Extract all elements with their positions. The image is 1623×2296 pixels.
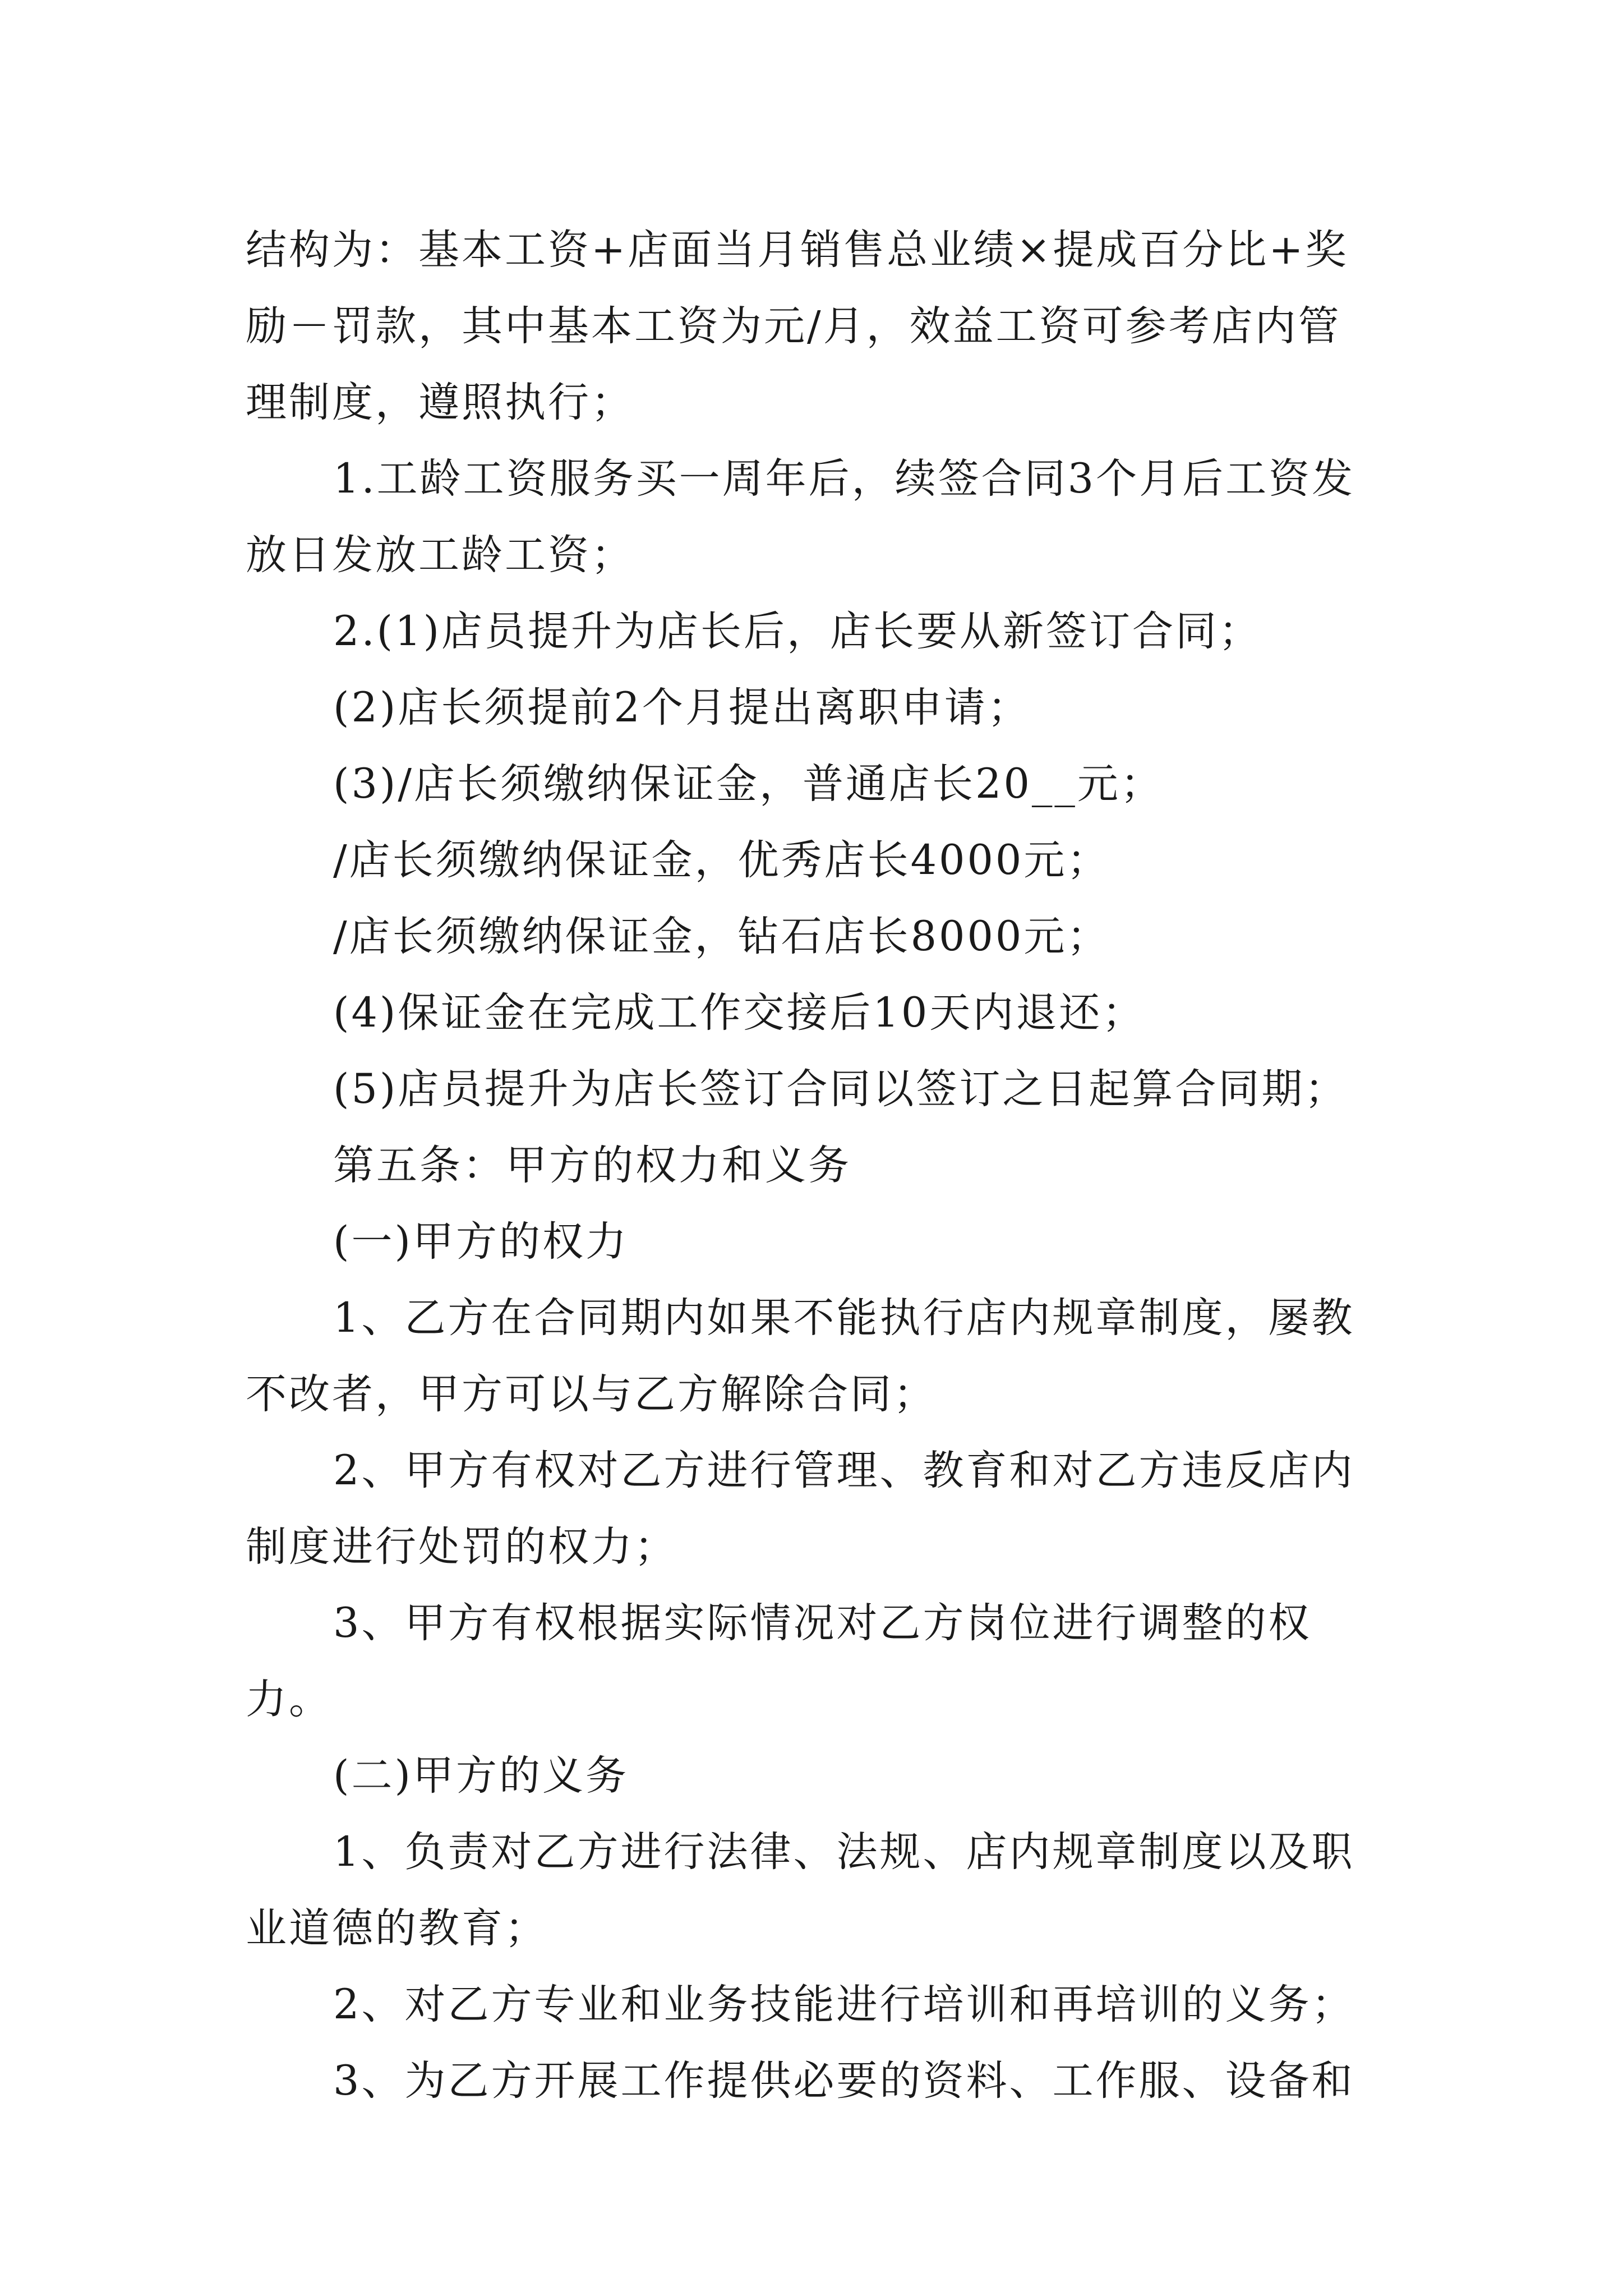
list-item-obligation-3: 3、为乙方开展工作提供必要的资料、工作服、设备和: [333, 2057, 1355, 2105]
list-item-right-3: 3、甲方有权根据实际情况对乙方岗位进行调整的权力。: [246, 1599, 1312, 1723]
paragraph-deposit-normal: (3)/店长须缴纳保证金，普通店长20__元；: [333, 760, 1164, 808]
list-item-right-1: 1、乙方在合同期内如果不能执行店内规章制度，屡教不改者，甲方可以与乙方解除合同；: [246, 1294, 1355, 1418]
subheading-party-a-rights: (一)甲方的权力: [333, 1218, 629, 1266]
paragraph-deposit-diamond: /店长须缴纳保证金，钻石店长8000元；: [333, 913, 1110, 960]
document-page: [246, 212, 1384, 2119]
paragraph-promotion-contract: 2.(1)店员提升为店长后，店长要从新签订合同；: [333, 608, 1262, 655]
paragraph-resignation-notice: (2)店长须提前2个月提出离职申请；: [333, 684, 1031, 731]
paragraph-salary-structure: 结构为：基本工资+店面当月销售总业绩×提成百分比+奖励－罚款，其中基本工资为元/月，效益工资可参考店内管理制度，遵照执行；: [246, 226, 1349, 426]
paragraph-seniority-pay: 1.工龄工资服务买一周年后，续签合同3个月后工资发放日发放工龄工资；: [246, 455, 1355, 579]
list-item-obligation-1: 1、负责对乙方进行法律、法规、店内规章制度以及职业道德的教育；: [246, 1828, 1355, 1952]
list-item-obligation-2: 2、对乙方专业和业务技能进行培训和再培训的义务；: [333, 1981, 1355, 2028]
paragraph-deposit-refund: (4)保证金在完成工作交接后10天内退还；: [333, 989, 1146, 1037]
paragraph-deposit-excellent: /店长须缴纳保证金，优秀店长4000元；: [333, 836, 1110, 884]
paragraph-contract-period: (5)店员提升为店长签订合同以签订之日起算合同期；: [333, 1065, 1348, 1113]
subheading-party-a-obligations: (二)甲方的义务: [333, 1752, 629, 1800]
list-item-right-2: 2、甲方有权对乙方进行管理、教育和对乙方违反店内制度进行处罚的权力；: [246, 1447, 1355, 1571]
section-heading-article-five: 第五条：甲方的权力和义务: [333, 1142, 851, 1189]
